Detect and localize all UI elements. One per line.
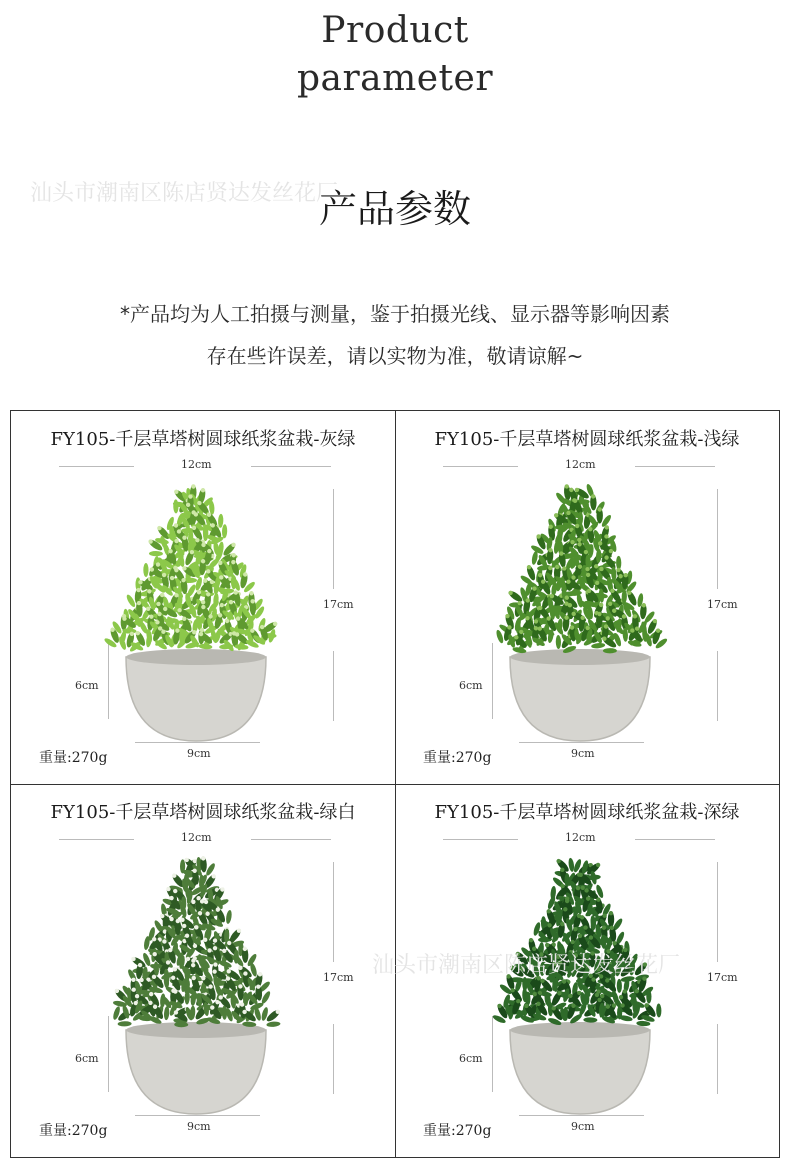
dimension-rule (443, 466, 518, 467)
dimension-rule (717, 1024, 718, 1094)
width-label: 12cm (565, 831, 596, 844)
watermark-bottom: 汕头市潮南区陈店贤达发丝花厂 (372, 953, 681, 978)
heading-cn: 产品参数 (318, 187, 471, 231)
dimension-rule (59, 839, 134, 840)
weight-label: 重量:270g (39, 750, 108, 766)
pot-height-label: 6cm (75, 1052, 99, 1065)
height-label: 17cm (323, 598, 354, 611)
width-label: 12cm (181, 831, 212, 844)
note-line2: 存在些许误差，请以实物为准，敬请谅解~ (206, 344, 584, 368)
pot-width-label: 9cm (187, 1120, 211, 1133)
product-title: FY105-千层草塔树圆球纸浆盆栽-灰绿 (50, 429, 356, 450)
product-card (11, 784, 395, 1157)
product-title: FY105-千层草塔树圆球纸浆盆栽-浅绿 (434, 429, 740, 450)
dimension-rule (717, 862, 718, 962)
dimension-rule (443, 839, 518, 840)
dimension-rule (333, 1024, 334, 1094)
pot-width-label: 9cm (571, 1120, 595, 1133)
weight-label: 重量:270g (423, 750, 492, 766)
watermark: 汕头市潮南区陈店贤达发丝花厂 (30, 181, 339, 206)
dimension-rule (333, 651, 334, 721)
weight-label: 重量:270g (423, 1123, 492, 1139)
height-label: 17cm (707, 598, 738, 611)
product-grid (10, 410, 780, 1158)
dimension-rule (635, 839, 715, 840)
pot-height-label: 6cm (459, 679, 483, 692)
note-line1: *产品均为人工拍摄与测量，鉴于拍摄光线、显示器等影响因素 (120, 302, 670, 326)
pot-height-label: 6cm (75, 679, 99, 692)
height-label: 17cm (707, 971, 738, 984)
dimension-rule (59, 466, 134, 467)
heading-en-line2: parameter (296, 58, 494, 99)
dimension-rule (333, 489, 334, 589)
width-label: 12cm (181, 458, 212, 471)
plant-image (480, 479, 670, 749)
weight-label: 重量:270g (39, 1123, 108, 1139)
width-label: 12cm (565, 458, 596, 471)
plant-image (96, 852, 286, 1122)
plant-image (480, 852, 670, 1122)
dimension-rule (251, 839, 331, 840)
height-label: 17cm (323, 971, 354, 984)
product-title: FY105-千层草塔树圆球纸浆盆栽-绿白 (50, 802, 356, 823)
plant-image (96, 479, 286, 749)
pot-width-label: 9cm (187, 747, 211, 760)
dimension-rule (635, 466, 715, 467)
pot-width-label: 9cm (571, 747, 595, 760)
dimension-rule (251, 466, 331, 467)
dimension-rule (717, 489, 718, 589)
dimension-rule (717, 651, 718, 721)
pot-height-label: 6cm (459, 1052, 483, 1065)
product-title: FY105-千层草塔树圆球纸浆盆栽-深绿 (434, 802, 740, 823)
dimension-rule (333, 862, 334, 962)
product-card (395, 411, 779, 784)
heading-en-line1: Product (321, 10, 469, 51)
product-card (11, 411, 395, 784)
